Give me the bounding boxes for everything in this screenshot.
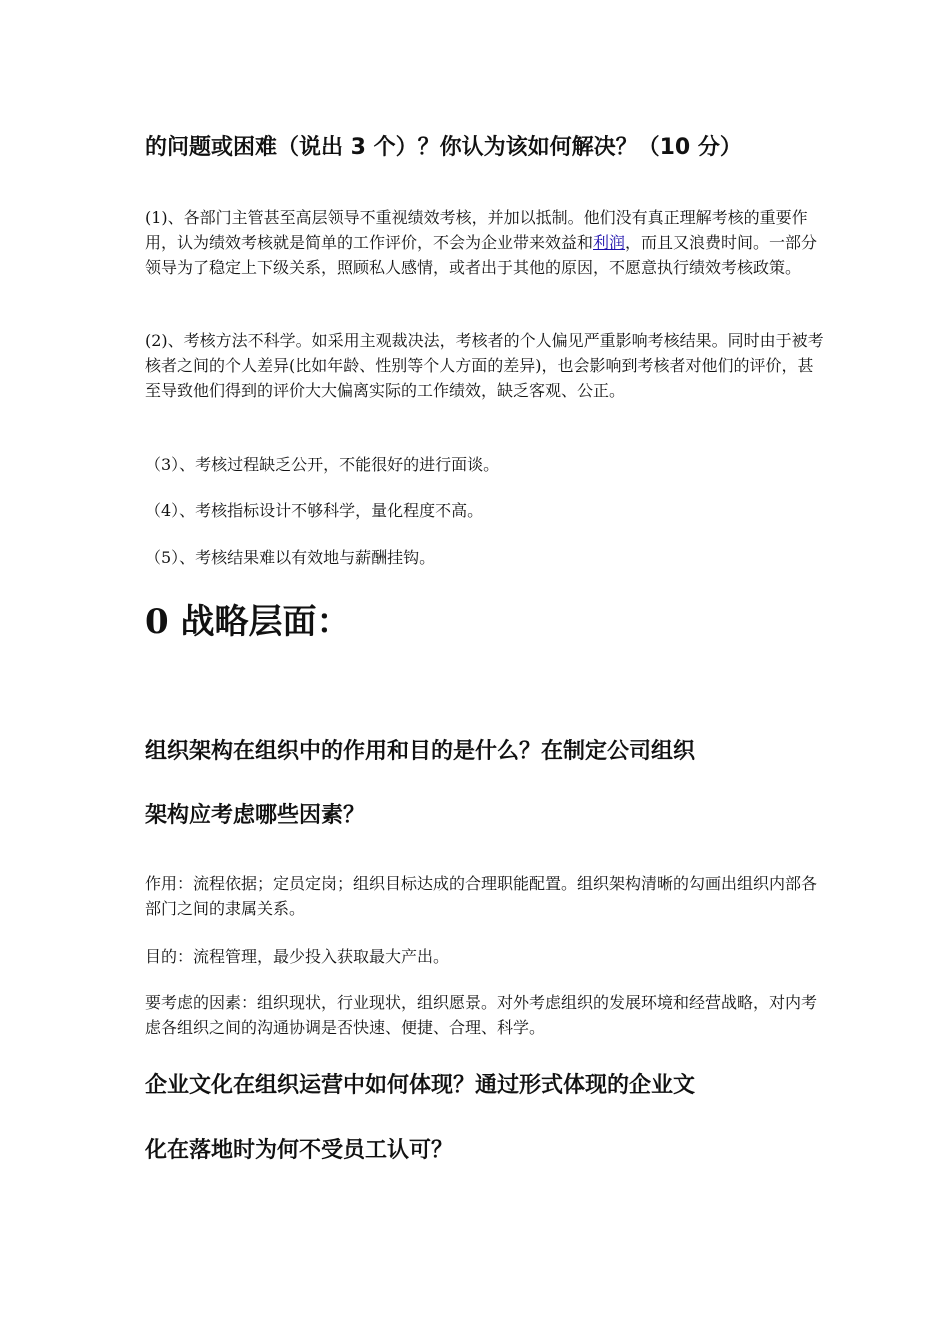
question-2-heading-line-1: 组织架构在组织中的作用和目的是什么？在制定公司组织 bbox=[145, 739, 696, 764]
problem-1-text-start: (1)、各部门主管甚至高层领导不重视绩效考核，并加以抵制。他们没有真正理解考核的重要作用，认为绩效考核就是简单的工作评价，不会为企业带来效益和 bbox=[145, 208, 808, 252]
question-3-heading-line-1: 企业文化在组织运营中如何体现？通过形式体现的企业文 bbox=[145, 1073, 696, 1098]
answer-role: 作用：流程依据；定员定岗；组织目标达成的合理职能配置。组织架构清晰的勾画出组织内部各部门之间的隶属关系。 bbox=[145, 874, 818, 918]
problem-paragraph-5: （5）、考核结果难以有效地与薪酬挂钩。 bbox=[145, 548, 436, 567]
answer-purpose: 目的：流程管理，最少投入获取最大产出。 bbox=[145, 947, 450, 966]
problem-paragraph-3: （3）、考核过程缺乏公开，不能很好的进行面谈。 bbox=[145, 455, 500, 474]
question-3-heading-line-2: 化在落地时为何不受员工认可？ bbox=[145, 1138, 454, 1163]
question-2-heading-line-2: 架构应考虑哪些因素？ bbox=[145, 803, 366, 828]
section-title: 0 战略层面： bbox=[145, 602, 351, 642]
problem-paragraph-2: (2)、考核方法不科学。如采用主观裁决法，考核者的个人偏见严重影响考核结果。同时由于被考核者之间的个人差异(比如年龄、性别等个人方面的差异)，也会影响到考核者对他们的评价，甚至导致他们得到的评价大大偏离实际的工作绩效，缺乏客观、公正。 bbox=[145, 331, 824, 400]
problem-paragraph-4: （4）、考核指标设计不够科学，量化程度不高。 bbox=[145, 501, 484, 520]
problem-1-text-end: ，而且又浪费时间。一部分领导为了稳定上下级关系，照顾私人感情，或者出于其他的原因，不愿意执行绩效考核政策。 bbox=[145, 233, 818, 277]
answer-factors: 要考虑的因素：组织现状，行业现状，组织愿景。对外考虑组织的发展环境和经营战略，对内考虑各组织之间的沟通协调是否快速、便捷、合理、科学。 bbox=[145, 993, 818, 1037]
problem-paragraph-1 bbox=[145, 205, 825, 280]
question-heading-continuation: 的问题或困难（说出 3 个）？你认为该如何解决？（10 分） bbox=[145, 135, 742, 160]
profit-link[interactable]: 利润 bbox=[593, 233, 626, 252]
